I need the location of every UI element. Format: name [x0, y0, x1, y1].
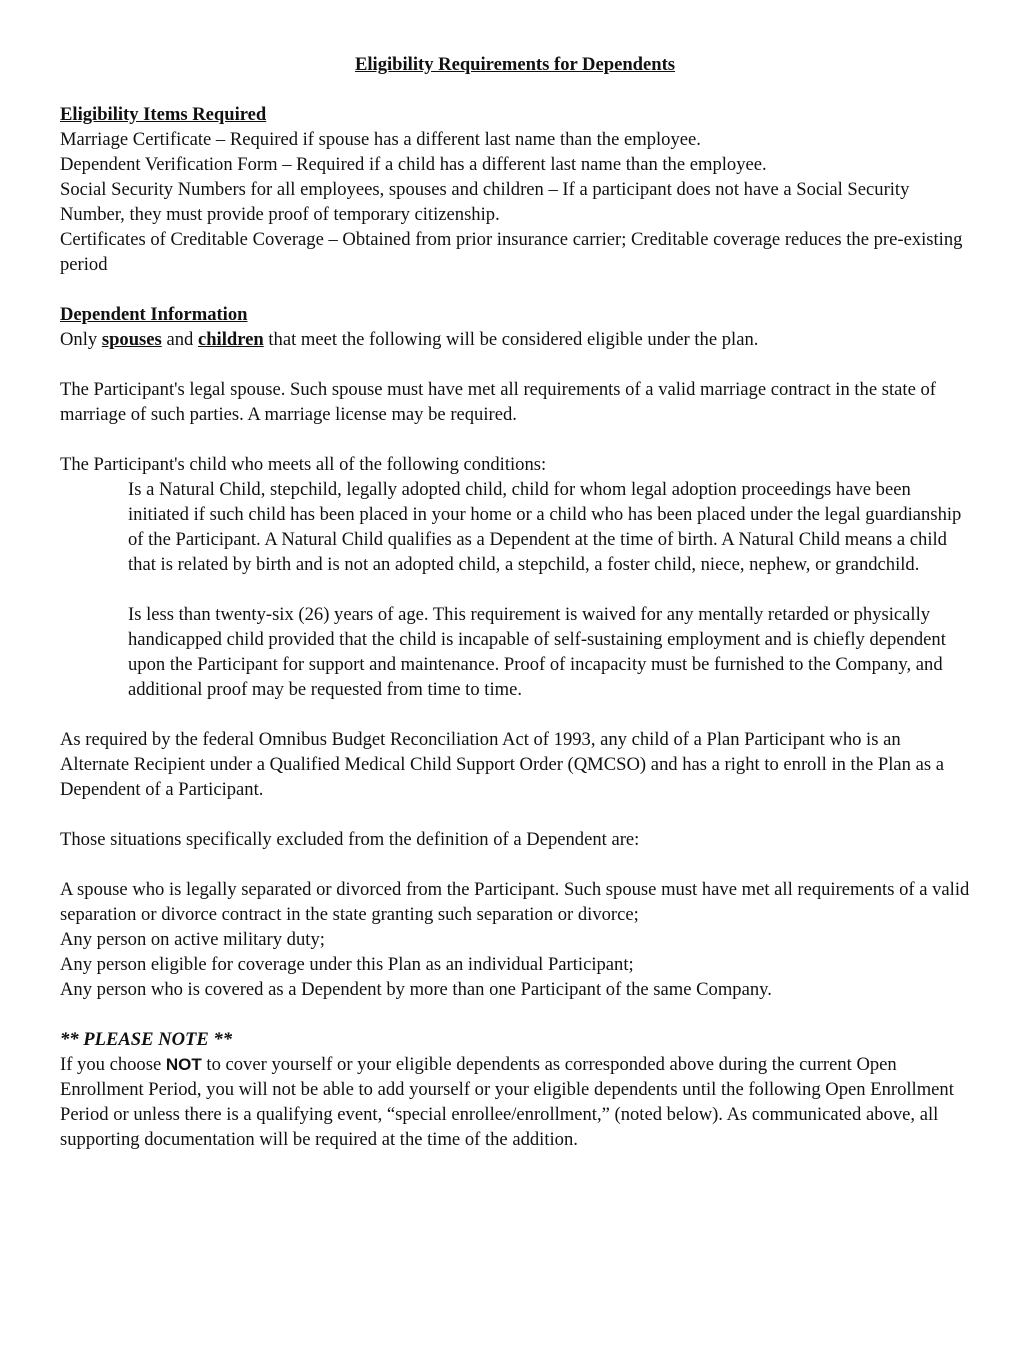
dependent-verification-item: Dependent Verification Form – Required if a child has a different last name than the employee.: [60, 154, 767, 175]
note-text-start: If you choose: [60, 1054, 166, 1075]
intro-text-start: Only: [60, 329, 102, 350]
child-condition-natural-child: Is a Natural Child, stepchild, legally adopted child, child for whom legal adoption proceedings have been initiated if such child has been placed in your home or a child who has been placed under the legal guardianship of the Participant. A Natural Child qualifies as a Dependent at the time of birth. A Natural Child means a child that is related by birth and is not an adopted child, a stepchild, a foster child, niece, nephew, or grandchild.: [128, 479, 962, 575]
intro-text-and: and: [161, 329, 198, 350]
dependent-information-heading: Dependent Information: [60, 304, 248, 325]
excluded-individual-participant: Any person eligible for coverage under this Plan as an individual Participant;: [60, 954, 634, 975]
creditable-coverage-item: Certificates of Creditable Coverage – Obtained from prior insurance carrier; Creditable coverage reduces the pre-existing period: [60, 229, 963, 275]
eligibility-items-section: [60, 102, 970, 277]
document-page: [60, 52, 970, 1152]
intro-text-end: that meet the following will be considered eligible under the plan.: [263, 329, 759, 350]
note-text-end: to cover yourself or your eligible dependents as corresponded above during the current Open Enrollment Period, you will not be able to add yourself or your eligible dependents until the following Open Enrollment Period or unless there is a qualifying event, “special enrollee/enrollment,” (noted below). As communicated above, all supporting documentation will be required at the time of the addition.: [60, 1054, 954, 1150]
excluded-double-coverage: Any person who is covered as a Dependent by more than one Participant of the same Company.: [60, 979, 772, 1000]
excluded-military: Any person on active military duty;: [60, 929, 325, 950]
social-security-item: Social Security Numbers for all employees, spouses and children – If a participant does not have a Social Security Number, they must provide proof of temporary citizenship.: [60, 179, 910, 225]
marriage-certificate-item: Marriage Certificate – Required if spouse has a different last name than the employee.: [60, 129, 701, 150]
excluded-separated-spouse: A spouse who is legally separated or divorced from the Participant. Such spouse must have met all requirements of a valid separation or divorce contract in the state granting such separation or divorce;: [60, 879, 970, 925]
children-term: children: [197, 329, 264, 350]
please-note-section: [60, 1027, 970, 1152]
child-conditions-intro: The Participant's child who meets all of the following conditions:: [60, 454, 547, 475]
please-note-body: [60, 1052, 970, 1152]
document-title: Eligibility Requirements for Dependents: [354, 54, 676, 75]
child-condition-age: Is less than twenty-six (26) years of age. This requirement is waived for any mentally retarded or physically handicapped child provided that the child is incapable of self-sustaining employment and is chiefly dependent upon the Participant for support and maintenance. Proof of incapacity must be furnished to the Company, and additional proof may be requested from time to time.: [128, 604, 946, 700]
dependent-information-section: [60, 302, 970, 1002]
spouse-paragraph: The Participant's legal spouse. Such spouse must have met all requirements of a valid marriage contract in the state of marriage of such parties. A marriage license may be required.: [60, 379, 936, 425]
spouses-term: spouses: [101, 329, 162, 350]
excluded-intro: Those situations specifically excluded from the definition of a Dependent are:: [60, 829, 640, 850]
please-note-heading: ** PLEASE NOTE **: [60, 1029, 233, 1050]
dependent-intro: [60, 327, 970, 352]
note-not-emphasis: NOT: [165, 1055, 202, 1074]
eligibility-items-heading: Eligibility Items Required: [60, 104, 267, 125]
obra-paragraph: As required by the federal Omnibus Budget Reconciliation Act of 1993, any child of a Plan Participant who is an Alternate Recipient under a Qualified Medical Child Support Order (QMCSO) and has a right to enroll in the Plan as a Dependent of a Participant.: [60, 729, 945, 800]
